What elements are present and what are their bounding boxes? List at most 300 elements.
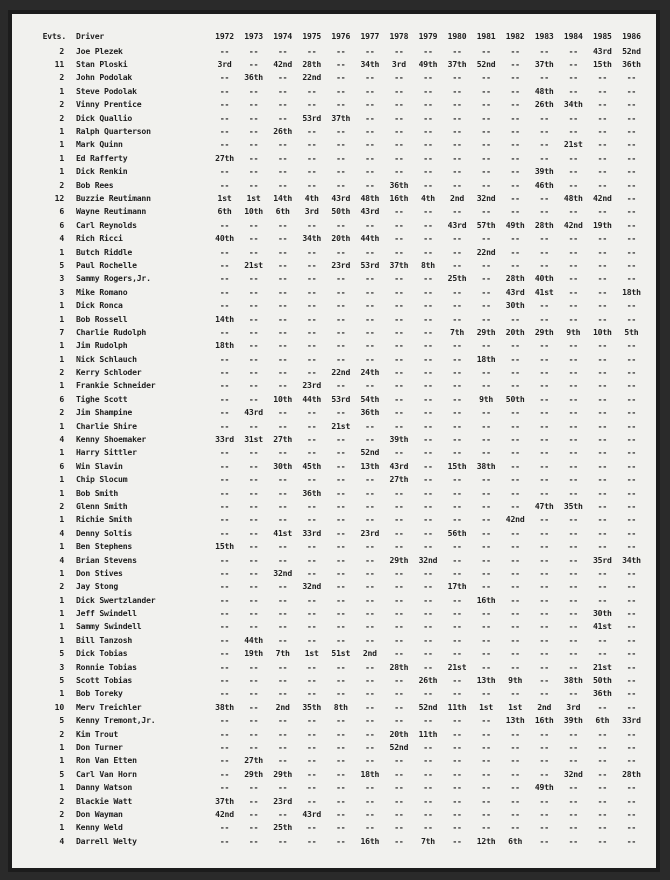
table-row	[34, 821, 646, 834]
driver-name: Charlie Shire	[76, 420, 137, 431]
driver-name: Dick Tobias	[76, 648, 128, 659]
year-result: 52nd	[476, 59, 496, 70]
year-result: --	[452, 152, 462, 163]
year-result: 6th	[217, 206, 232, 217]
events-count: 12	[54, 192, 64, 203]
year-result: --	[394, 380, 404, 391]
year-result: --	[539, 246, 549, 257]
events-count: 1	[59, 755, 64, 766]
year-result: 28th	[622, 768, 641, 779]
year-result: --	[219, 755, 230, 766]
table-row	[34, 660, 646, 673]
year-result: 30th	[592, 608, 612, 619]
year-result: 29th	[273, 768, 292, 779]
year-result: 57th	[476, 219, 496, 230]
year-result: --	[423, 661, 433, 672]
year-result: --	[510, 447, 520, 458]
year-result: --	[626, 85, 637, 96]
year-result: --	[277, 447, 288, 458]
driver-name: Brian Stevens	[76, 554, 137, 565]
table-row	[34, 539, 646, 552]
table-row	[34, 44, 646, 57]
events-count: 2	[59, 581, 64, 592]
year-result: --	[481, 340, 491, 351]
year-result: --	[394, 85, 404, 96]
year-result: 14th	[273, 192, 292, 203]
year-result: --	[248, 675, 259, 686]
year-result: --	[481, 139, 491, 150]
year-result: 42nd	[273, 59, 292, 70]
year-result: 42nd	[592, 192, 612, 203]
document-page	[8, 10, 660, 872]
year-result: --	[510, 166, 520, 177]
driver-name: Blackie Watt	[76, 795, 133, 806]
year-result: --	[568, 367, 578, 378]
year-result: --	[510, 59, 520, 70]
events-count: 1	[59, 353, 64, 364]
year-result: --	[336, 500, 346, 511]
year-result: --	[394, 634, 404, 645]
year-result: --	[626, 367, 637, 378]
year-result: 37th	[215, 795, 234, 806]
year-result: --	[219, 648, 230, 659]
year-result: 20th	[505, 326, 525, 337]
year-result: --	[481, 755, 491, 766]
year-result: --	[539, 608, 549, 619]
table-row	[34, 285, 646, 298]
year-result: --	[365, 661, 375, 672]
events-count: 1	[59, 166, 64, 177]
year-result: 44th	[244, 634, 263, 645]
year-result: --	[423, 340, 433, 351]
year-result: --	[219, 500, 230, 511]
driver-name: Sammy Swindell	[76, 621, 142, 632]
year-result: --	[307, 795, 317, 806]
year-result: --	[248, 460, 259, 471]
year-result: --	[481, 608, 491, 619]
year-result: --	[568, 273, 578, 284]
year-result: --	[423, 487, 433, 498]
year-result: --	[394, 233, 404, 244]
year-result: 11th	[447, 701, 467, 712]
year-result: --	[219, 594, 230, 605]
header-evts: Evts.	[42, 31, 66, 41]
year-result: --	[510, 742, 520, 752]
year-result: 9th	[508, 675, 523, 686]
year-result: --	[626, 474, 637, 485]
year-result: 36th	[622, 59, 641, 70]
year-result: 48th	[534, 85, 554, 96]
year-result: --	[394, 527, 404, 538]
year-result: 18th	[476, 353, 496, 364]
driver-name: Harry Sittler	[76, 447, 137, 458]
year-result: --	[481, 500, 491, 511]
table-row	[34, 138, 646, 151]
year-result: 7th	[275, 648, 290, 659]
year-result: --	[307, 675, 317, 686]
year-result: 50th	[331, 206, 351, 217]
year-result: --	[423, 326, 433, 337]
year-result: --	[336, 634, 346, 645]
year-result: --	[307, 500, 317, 511]
year-result: --	[597, 393, 608, 404]
year-result: --	[248, 661, 259, 672]
year-result: 9th	[479, 393, 494, 404]
year-result: --	[365, 822, 375, 833]
year-result: --	[568, 648, 578, 659]
year-result: --	[481, 795, 491, 806]
header-year: 1976	[331, 31, 351, 41]
year-result: --	[307, 326, 317, 337]
year-result: --	[394, 755, 404, 766]
year-result: --	[626, 460, 637, 471]
year-result: 15th	[215, 541, 234, 552]
year-result: --	[626, 192, 637, 203]
year-result: --	[394, 835, 404, 846]
year-result: --	[510, 541, 520, 552]
year-result: --	[219, 782, 230, 793]
year-result: --	[481, 45, 491, 56]
year-result: --	[307, 152, 317, 163]
year-result: --	[481, 286, 491, 297]
driver-name: Don Turner	[76, 742, 123, 752]
year-result: --	[365, 434, 375, 445]
year-result: --	[539, 728, 549, 739]
year-result: --	[626, 608, 637, 619]
year-result: 44th	[302, 393, 322, 404]
year-result: --	[568, 45, 578, 56]
year-result: --	[452, 594, 462, 605]
table-row	[34, 794, 646, 807]
year-result: --	[307, 273, 317, 284]
table-row	[34, 633, 646, 646]
year-result: --	[452, 634, 462, 645]
year-result: --	[597, 527, 608, 538]
year-result: --	[336, 808, 346, 819]
year-result: --	[248, 45, 259, 56]
year-result: --	[336, 554, 346, 565]
year-result: 6th	[508, 835, 523, 846]
year-result: --	[597, 742, 608, 752]
year-result: --	[626, 701, 637, 712]
year-result: --	[248, 380, 259, 391]
year-result: --	[510, 206, 520, 217]
year-result: --	[307, 594, 317, 605]
year-result: --	[481, 808, 491, 819]
year-result: --	[568, 474, 578, 485]
year-result: --	[336, 527, 346, 538]
year-result: 13th	[505, 715, 525, 726]
driver-name: Ralph Quarterson	[76, 126, 151, 137]
year-result: --	[626, 353, 637, 364]
year-result: --	[277, 407, 288, 418]
year-result: --	[481, 581, 491, 592]
year-result: 23rd	[273, 795, 292, 806]
year-result: --	[394, 407, 404, 418]
year-result: --	[307, 139, 317, 150]
year-result: --	[568, 112, 578, 123]
year-result: 19th	[592, 219, 612, 230]
year-result: --	[597, 648, 608, 659]
year-result: 37th	[534, 59, 554, 70]
year-result: --	[248, 300, 259, 311]
year-result: --	[510, 661, 520, 672]
table-row	[34, 620, 646, 633]
year-result: --	[597, 300, 608, 311]
year-result: --	[307, 782, 317, 793]
year-result: --	[597, 340, 608, 351]
year-result: --	[394, 715, 404, 726]
year-result: --	[510, 367, 520, 378]
year-result: --	[481, 648, 491, 659]
year-result: --	[626, 139, 637, 150]
year-result: --	[394, 246, 404, 257]
year-result: --	[452, 768, 462, 779]
table-row	[34, 754, 646, 767]
year-result: --	[597, 782, 608, 793]
year-result: 21st	[447, 661, 467, 672]
table-row	[34, 231, 646, 244]
year-result: --	[307, 474, 317, 485]
driver-name: Kenny Tremont,Jr.	[76, 715, 156, 726]
header-year: 1984	[563, 31, 583, 41]
year-result: 29th	[244, 768, 263, 779]
year-result: 18th	[215, 340, 234, 351]
year-result: --	[481, 554, 491, 565]
year-result: --	[219, 99, 230, 110]
year-result: 43rd	[302, 808, 322, 819]
year-result: --	[365, 795, 375, 806]
driver-name: John Podolak	[76, 72, 133, 83]
year-result: --	[539, 447, 549, 458]
events-count: 1	[59, 85, 64, 96]
table-row	[34, 365, 646, 378]
year-result: --	[248, 608, 259, 619]
year-result: --	[568, 59, 578, 70]
year-result: --	[307, 353, 317, 364]
year-result: --	[452, 139, 462, 150]
year-result: 2nd	[450, 192, 465, 203]
year-result: --	[539, 795, 549, 806]
year-result: 31st	[244, 434, 263, 445]
year-result: --	[510, 782, 520, 793]
year-result: --	[423, 527, 433, 538]
year-result: --	[510, 420, 520, 431]
year-result: 48th	[360, 192, 380, 203]
year-result: 13th	[360, 460, 380, 471]
year-result: --	[510, 755, 520, 766]
year-result: --	[423, 447, 433, 458]
year-result: --	[423, 139, 433, 150]
year-result: --	[219, 447, 230, 458]
year-result: --	[597, 233, 608, 244]
year-result: 1st	[304, 648, 319, 659]
year-result: --	[510, 340, 520, 351]
year-result: --	[394, 487, 404, 498]
year-result: --	[626, 795, 637, 806]
year-result: --	[568, 514, 578, 525]
driver-name: Ben Stephens	[76, 541, 133, 552]
table-row	[34, 124, 646, 137]
year-result: --	[307, 514, 317, 525]
year-result: --	[626, 420, 637, 431]
year-result: --	[394, 313, 404, 324]
year-result: --	[510, 259, 520, 270]
year-result: --	[219, 554, 230, 565]
year-result: --	[597, 434, 608, 445]
year-result: --	[248, 393, 259, 404]
year-result: --	[539, 126, 549, 137]
year-result: 6th	[595, 715, 610, 726]
year-result: --	[452, 835, 462, 846]
year-result: 32nd	[418, 554, 438, 565]
year-result: --	[219, 688, 230, 699]
year-result: 36th	[302, 487, 322, 498]
year-result: --	[452, 514, 462, 525]
year-result: --	[452, 755, 462, 766]
year-result: --	[626, 166, 637, 177]
year-result: 3rd	[217, 59, 232, 70]
table-row	[34, 499, 646, 512]
year-result: --	[307, 688, 317, 699]
driver-name: Kerry Schloder	[76, 367, 142, 378]
year-result: 22nd	[331, 367, 351, 378]
results-table	[34, 28, 646, 847]
year-result: --	[626, 527, 637, 538]
year-result: --	[307, 755, 317, 766]
year-result: --	[510, 621, 520, 632]
year-result: --	[336, 688, 346, 699]
year-result: --	[336, 434, 346, 445]
events-count: 2	[59, 808, 64, 819]
year-result: --	[277, 286, 288, 297]
year-result: --	[336, 567, 346, 578]
year-result: --	[597, 822, 608, 833]
year-result: --	[336, 99, 346, 110]
year-result: --	[626, 99, 637, 110]
year-result: --	[277, 715, 288, 726]
year-result: --	[423, 99, 433, 110]
year-result: --	[539, 675, 549, 686]
events-count: 1	[59, 608, 64, 619]
year-result: --	[597, 380, 608, 391]
year-result: 40th	[534, 273, 554, 284]
year-result: 41st	[592, 621, 612, 632]
header-year: 1985	[592, 31, 612, 41]
year-result: --	[336, 661, 346, 672]
year-result: --	[219, 273, 230, 284]
year-result: --	[219, 112, 230, 123]
year-result: --	[597, 567, 608, 578]
year-result: --	[568, 460, 578, 471]
year-result: --	[336, 608, 346, 619]
year-result: --	[539, 581, 549, 592]
header-year: 1981	[476, 31, 496, 41]
year-result: 16th	[360, 835, 380, 846]
year-result: --	[539, 420, 549, 431]
year-result: --	[481, 634, 491, 645]
driver-name: Jim Rudolph	[76, 340, 128, 351]
year-result: --	[568, 742, 578, 752]
year-result: --	[307, 407, 317, 418]
year-result: --	[423, 514, 433, 525]
year-result: --	[365, 514, 375, 525]
year-result: --	[481, 420, 491, 431]
year-result: 21st	[244, 259, 263, 270]
table-row	[34, 258, 646, 271]
year-result: --	[539, 340, 549, 351]
year-result: --	[568, 621, 578, 632]
year-result: --	[597, 72, 608, 83]
year-result: 34th	[360, 59, 380, 70]
year-result: --	[219, 166, 230, 177]
year-result: --	[365, 594, 375, 605]
year-result: --	[423, 273, 433, 284]
year-result: 50th	[592, 675, 612, 686]
year-result: --	[423, 742, 433, 752]
events-count: 1	[59, 567, 64, 578]
year-result: --	[510, 795, 520, 806]
year-result: --	[336, 273, 346, 284]
events-count: 4	[59, 233, 64, 244]
year-result: --	[336, 487, 346, 498]
year-result: --	[423, 45, 433, 56]
year-result: --	[394, 99, 404, 110]
year-result: --	[365, 755, 375, 766]
year-result: 18th	[360, 768, 380, 779]
year-result: --	[481, 474, 491, 485]
driver-name: Chip Slocum	[76, 474, 128, 485]
events-count: 3	[59, 286, 64, 297]
events-count: 2	[59, 795, 64, 806]
year-result: 22nd	[302, 72, 322, 83]
year-result: --	[307, 728, 317, 739]
year-result: --	[248, 822, 259, 833]
events-count: 2	[59, 728, 64, 739]
events-count: 1	[59, 139, 64, 150]
year-result: --	[277, 85, 288, 96]
year-result: --	[277, 594, 288, 605]
year-result: --	[568, 487, 578, 498]
year-result: --	[452, 554, 462, 565]
year-result: 30th	[273, 460, 292, 471]
year-result: 41st	[273, 527, 292, 538]
year-result: --	[307, 313, 317, 324]
year-result: --	[597, 795, 608, 806]
year-result: --	[597, 808, 608, 819]
year-result: 4th	[304, 192, 319, 203]
year-result: --	[481, 487, 491, 498]
year-result: --	[277, 112, 288, 123]
year-result: --	[365, 246, 375, 257]
events-count: 2	[59, 367, 64, 378]
year-result: --	[277, 45, 288, 56]
year-result: --	[336, 313, 346, 324]
year-result: --	[423, 460, 433, 471]
table-row	[34, 406, 646, 419]
header-driver: Driver	[76, 31, 105, 41]
year-result: --	[394, 514, 404, 525]
year-result: --	[277, 340, 288, 351]
year-result: 39th	[389, 434, 409, 445]
year-result: 17th	[447, 581, 467, 592]
year-result: --	[626, 219, 637, 230]
year-result: --	[423, 166, 433, 177]
header-year: 1977	[360, 31, 380, 41]
year-result: 42nd	[563, 219, 583, 230]
year-result: --	[481, 72, 491, 83]
year-result: 2nd	[537, 701, 552, 712]
